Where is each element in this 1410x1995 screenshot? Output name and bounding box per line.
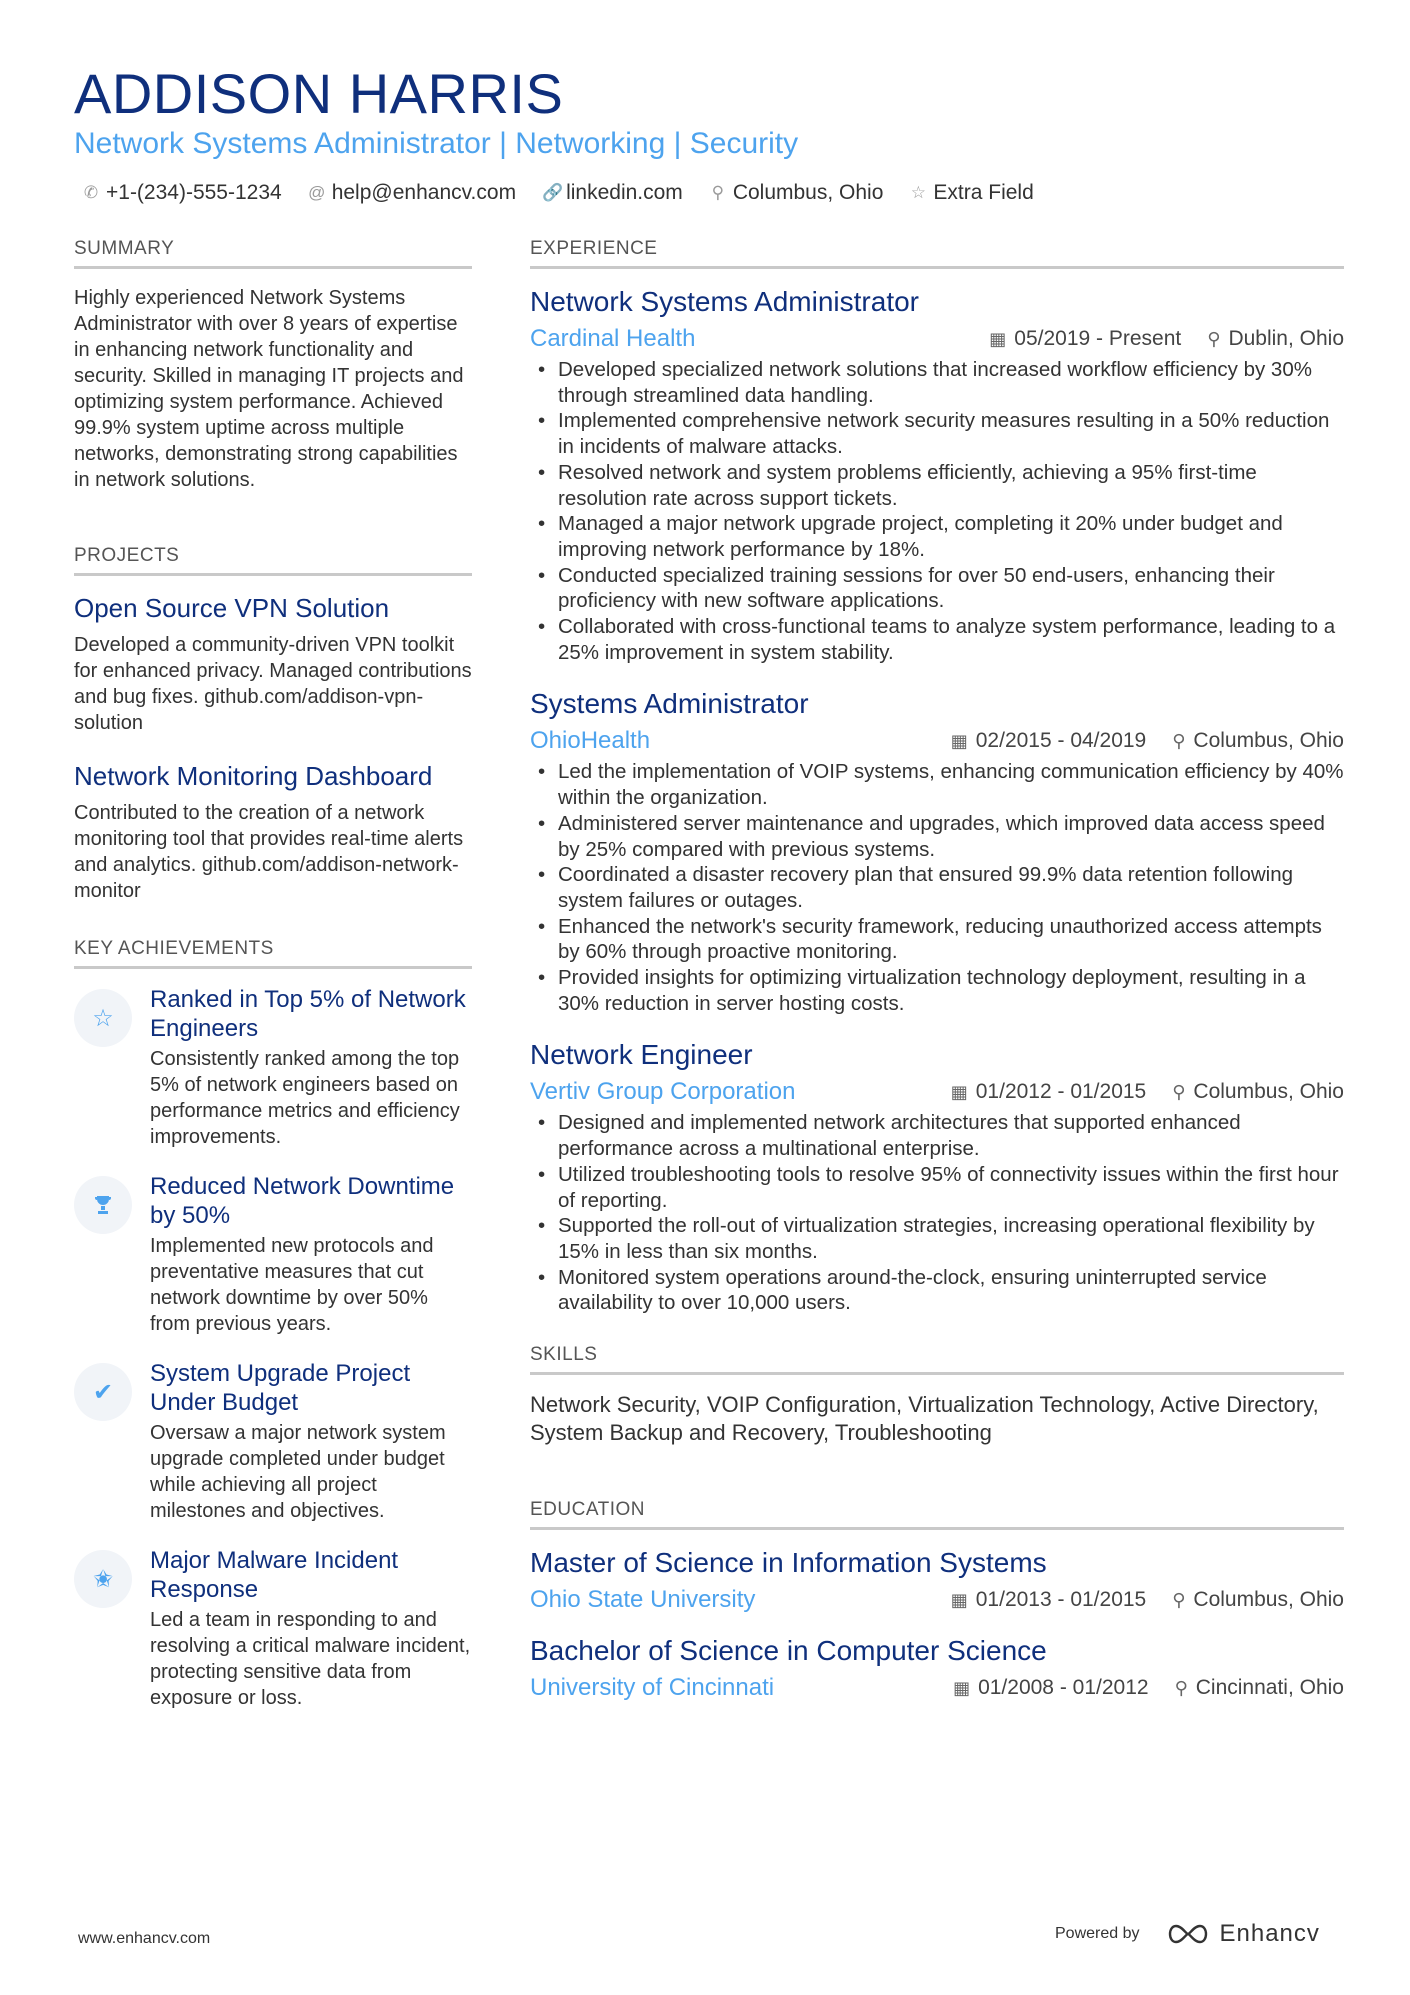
job-dates	[951, 1080, 1147, 1104]
calendar-icon: ▦	[953, 1677, 971, 1698]
project-item	[74, 760, 472, 904]
link-icon: 🔗	[542, 183, 564, 202]
footer-branding	[1055, 1920, 1320, 1948]
company-name: Vertiv Group Corporation	[530, 1078, 796, 1106]
achievement-description: Oversaw a major network system upgrade completed under budget while achieving all project milestones and objectives.	[150, 1422, 446, 1522]
skills-section	[530, 1344, 1344, 1447]
job-bullet: • Developed specialized network solutions that increased workflow efficiency by 30% through streamlined data handling.	[530, 357, 1344, 408]
star-icon: ☆	[910, 183, 927, 202]
job-bullet: • Enhanced the network's security framework, reducing unauthorized access attempts by 60% through proactive monitoring.	[530, 914, 1344, 965]
location-pin-icon: ⚲	[1207, 328, 1221, 349]
education-location	[1175, 1676, 1344, 1700]
education-location	[1172, 1588, 1344, 1612]
job-bullet: • Led the implementation of VOIP systems, enhancing communication efficiency by 40% within the organization.	[530, 759, 1344, 810]
trophy-icon	[74, 1176, 132, 1234]
achievement-title: Ranked in Top 5% of Network Engineers	[150, 986, 466, 1042]
job-meta	[530, 323, 1344, 355]
job-location-text: Columbus, Ohio	[1193, 729, 1344, 753]
education-meta	[530, 1672, 1344, 1704]
job-bullet: • Utilized troubleshooting tools to resolve 95% of connectivity issues within the first hour of reporting.	[530, 1162, 1344, 1213]
job-dates-text: 01/2012 - 01/2015	[975, 1080, 1147, 1104]
job-bullet: • Coordinated a disaster recovery plan that ensured 99.9% data retention following system failures or outages.	[530, 862, 1344, 913]
education-meta	[530, 1584, 1344, 1616]
brand-logo[interactable]	[1164, 1920, 1320, 1948]
project-title: Network Monitoring Dashboard	[74, 761, 433, 791]
contact-phone[interactable]	[82, 181, 282, 205]
job-bullet: • Conducted specialized training sessions for over 50 end-users, enhancing their proficiency with new software applications.	[530, 563, 1344, 614]
summary-text: Highly experienced Network Systems Administrator with over 8 years of expertise in enhancing network functionality and security. Skilled in managing IT projects and optimizing system performance. Achieved 99.9% system uptime across multiple networks, demonstrating strong capabilities in network solutions.	[74, 287, 464, 491]
calendar-icon: ▦	[950, 1589, 968, 1610]
job-location	[1207, 327, 1344, 351]
education-location-text: Cincinnati, Ohio	[1195, 1676, 1344, 1700]
job-title: Systems Administrator	[530, 688, 809, 720]
contact-location-text: Columbus, Ohio	[732, 181, 884, 204]
contact-extra-text: Extra Field	[933, 181, 1034, 204]
job-title: Network Systems Administrator	[530, 286, 919, 317]
contact-phone-text: +1-(234)-555-1234	[106, 181, 282, 204]
at-icon: @	[308, 183, 326, 202]
job-bullet: • Provided insights for optimizing virtualization technology deployment, resulting in a 30% reduction in server hosting costs.	[530, 965, 1344, 1016]
degree-title: Bachelor of Science in Computer Science	[530, 1635, 1047, 1667]
checkmark-icon: ✔	[74, 1363, 132, 1421]
degree-title: Master of Science in Information Systems	[530, 1547, 1047, 1579]
contact-linkedin[interactable]	[542, 181, 683, 205]
education-section	[530, 1499, 1344, 1704]
location-pin-icon: ⚲	[1172, 1589, 1186, 1610]
brand-name: Enhancv	[1219, 1920, 1320, 1947]
summary-heading: SUMMARY	[74, 238, 472, 269]
contact-extra	[909, 181, 1033, 205]
education-dates-text: 01/2008 - 01/2012	[978, 1676, 1149, 1700]
job-bullet: • Resolved network and system problems efficiently, achieving a 95% first-time resolution rate across support tickets.	[530, 460, 1344, 511]
job-meta	[530, 725, 1344, 757]
job-bullet: • Supported the roll-out of virtualization strategies, increasing operational flexibility by 15% in less than six months.	[530, 1213, 1344, 1264]
job-bullet: • Managed a major network upgrade project, completing it 20% under budget and improving network performance by 18%.	[530, 511, 1344, 562]
powered-by-label: Powered by	[1055, 1925, 1140, 1942]
job-location	[1172, 729, 1344, 753]
job-bullet: • Monitored system operations around-the-clock, ensuring uninterrupted service availability to over 10,000 users.	[530, 1265, 1344, 1316]
achievement-description: Led a team in responding to and resolving a critical malware incident, protecting sensitive data from exposure or loss.	[150, 1609, 471, 1709]
experience-heading: EXPERIENCE	[530, 238, 1344, 269]
job-meta	[530, 1076, 1344, 1108]
achievement-item	[74, 1359, 472, 1524]
contact-linkedin-text: linkedin.com	[566, 181, 683, 204]
job-dates-text: 02/2015 - 04/2019	[975, 729, 1147, 753]
job-bullets	[530, 759, 1344, 1016]
project-title: Open Source VPN Solution	[74, 593, 390, 623]
job-dates	[951, 729, 1147, 753]
education-entry	[530, 1634, 1344, 1704]
right-column	[530, 238, 1344, 1722]
school-name: University of Cincinnati	[530, 1674, 775, 1702]
achievement-item	[74, 1172, 472, 1337]
job-location	[1172, 1080, 1344, 1104]
company-name: OhioHealth	[530, 727, 651, 755]
project-description: Contributed to the creation of a network monitoring tool that provides real-time alerts and analytics. github.com/addison-network-monitor	[74, 802, 464, 902]
experience-section	[530, 238, 1344, 1316]
achievement-title: Major Malware Incident Response	[150, 1547, 399, 1603]
job-bullet: • Collaborated with cross-functional teams to analyze system performance, leading to a 25% improvement in system stability.	[530, 614, 1344, 665]
job-title: Network Engineer	[530, 1039, 753, 1071]
calendar-icon: ▦	[950, 730, 968, 751]
job-bullets	[530, 1110, 1344, 1316]
job-bullets	[530, 357, 1344, 665]
contact-email-text: help@enhancv.com	[331, 181, 517, 204]
achievement-title: System Upgrade Project Under Budget	[150, 1360, 411, 1416]
sparkle-star-icon: ✬	[74, 1550, 132, 1608]
education-heading: EDUCATION	[530, 1499, 1344, 1530]
location-pin-icon: ⚲	[1174, 1677, 1188, 1698]
achievement-description: Consistently ranked among the top 5% of network engineers based on performance metrics and efficiency improvements.	[150, 1048, 460, 1148]
job-location-text: Dublin, Ohio	[1228, 327, 1344, 350]
calendar-icon: ▦	[950, 1081, 968, 1102]
contact-location	[709, 181, 884, 205]
education-dates	[951, 1588, 1147, 1612]
contact-bar	[82, 178, 1034, 208]
skills-heading: SKILLS	[530, 1344, 1344, 1375]
projects-section	[74, 545, 472, 904]
job-entry	[530, 1038, 1344, 1316]
summary-section	[74, 238, 472, 493]
skills-text: Network Security, VOIP Configuration, Virtualization Technology, Active Directory, System Backup and Recovery, Troubleshooting	[530, 1392, 1319, 1446]
achievements-section	[74, 938, 472, 1711]
job-entry	[530, 285, 1344, 665]
project-item	[74, 592, 472, 736]
school-name: Ohio State University	[530, 1586, 756, 1614]
location-pin-icon: ⚲	[1172, 730, 1186, 751]
star-icon: ☆	[74, 989, 132, 1047]
candidate-headline: Network Systems Administrator | Networking | Security	[74, 127, 799, 160]
contact-email[interactable]	[308, 181, 516, 205]
job-bullet: • Administered server maintenance and upgrades, which improved data access speed by 25% compared with previous systems.	[530, 811, 1344, 862]
company-name: Cardinal Health	[530, 325, 696, 352]
job-dates	[989, 327, 1181, 351]
achievement-item	[74, 985, 472, 1150]
project-description: Developed a community-driven VPN toolkit for enhanced privacy. Managed contributions and bug fixes. github.com/addison-vpn-solution	[74, 634, 472, 734]
education-entry	[530, 1546, 1344, 1616]
education-dates	[953, 1676, 1149, 1700]
education-dates-text: 01/2013 - 01/2015	[975, 1588, 1147, 1612]
location-pin-icon: ⚲	[711, 183, 725, 202]
job-location-text: Columbus, Ohio	[1193, 1080, 1344, 1104]
achievement-item	[74, 1546, 472, 1711]
phone-icon: ✆	[83, 183, 99, 202]
job-bullet: • Implemented comprehensive network security measures resulting in a 50% reduction in incidents of malware attacks.	[530, 408, 1344, 459]
achievement-title: Reduced Network Downtime by 50%	[150, 1173, 455, 1229]
job-bullet: • Designed and implemented network architectures that supported enhanced performance across a multinational enterprise.	[530, 1110, 1344, 1161]
projects-heading: PROJECTS	[74, 545, 472, 576]
job-dates-text: 05/2019 - Present	[1014, 327, 1182, 350]
achievements-heading: KEY ACHIEVEMENTS	[74, 938, 472, 969]
achievement-description: Implemented new protocols and preventative measures that cut network downtime by over 50% from previous years.	[150, 1235, 434, 1335]
footer-website[interactable]: www.enhancv.com	[78, 1930, 211, 1947]
education-location-text: Columbus, Ohio	[1193, 1588, 1344, 1612]
infinity-logo-icon	[1164, 1922, 1210, 1946]
candidate-name: ADDISON HARRIS	[74, 62, 564, 125]
job-entry	[530, 687, 1344, 1016]
calendar-icon: ▦	[989, 328, 1007, 349]
left-column	[74, 238, 472, 1733]
location-pin-icon: ⚲	[1172, 1081, 1186, 1102]
trophy-icon-svg	[91, 1193, 115, 1217]
